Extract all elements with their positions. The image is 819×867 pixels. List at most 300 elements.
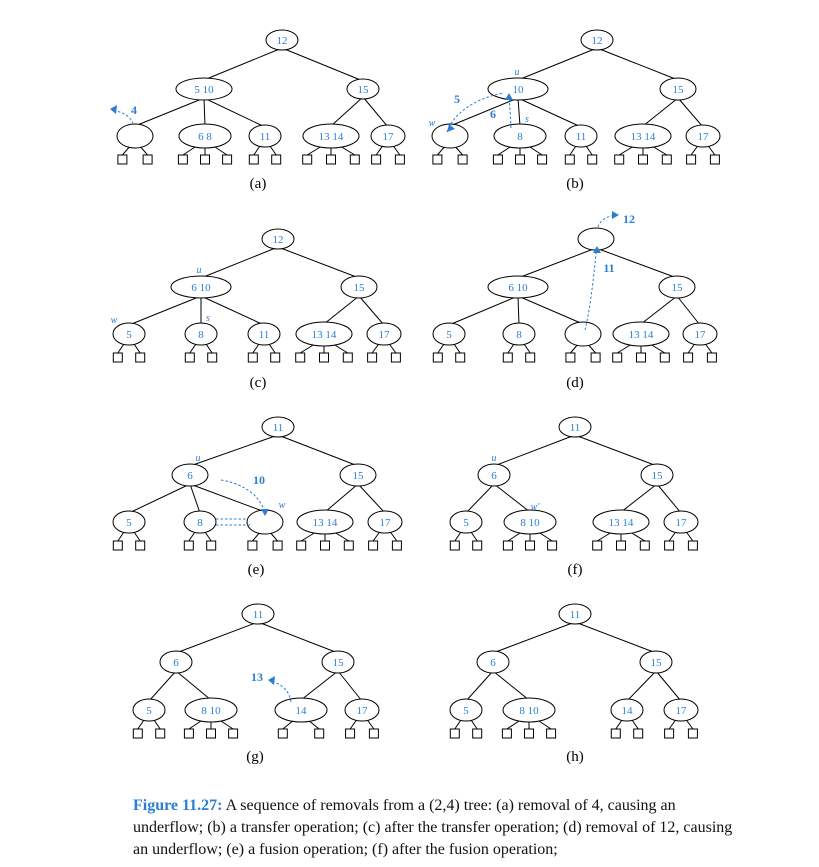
tree-edge	[331, 97, 363, 126]
node-keys: 17	[378, 329, 390, 341]
leaf-edge	[183, 147, 195, 155]
external-leaf	[207, 541, 216, 550]
node-keys: 5	[463, 705, 469, 717]
leaf-edge	[301, 533, 314, 541]
node-keys: 17	[675, 705, 687, 717]
node-keys: 6 10	[191, 282, 211, 294]
external-leaf	[207, 729, 216, 738]
tree-node	[578, 228, 614, 250]
external-leaf	[593, 541, 602, 550]
leaf-edge	[589, 345, 596, 353]
tree-edge	[204, 98, 205, 126]
node-keys: 17	[356, 705, 368, 717]
external-leaf	[665, 729, 674, 738]
external-leaf	[516, 155, 525, 164]
node-keys: 8	[516, 329, 522, 341]
leaf-edge	[669, 720, 676, 729]
panel-label: (e)	[247, 562, 265, 578]
external-leaf	[178, 155, 187, 164]
leaf-edge	[471, 720, 477, 729]
leaf-edge	[688, 344, 695, 353]
leaf-edge	[471, 532, 477, 541]
leaf-edge	[221, 721, 233, 729]
tree-panel-g	[133, 604, 379, 765]
leaf-edge	[134, 532, 140, 541]
leaf-edge	[530, 147, 542, 155]
external-leaf	[136, 541, 145, 550]
node-keys: 15	[352, 470, 364, 482]
external-leaf	[433, 155, 442, 164]
external-leaf	[473, 541, 482, 550]
panel-label: (h)	[566, 749, 584, 765]
node-keys: 6 8	[198, 131, 212, 143]
leaf-edge	[586, 146, 592, 155]
node-keys: 17	[697, 131, 709, 143]
tree-edge	[656, 671, 681, 701]
tree-edge	[129, 484, 190, 513]
leaf-edge	[342, 147, 355, 155]
leaf-edge	[215, 147, 227, 155]
leaf-edge	[141, 147, 148, 155]
tree-edge	[129, 296, 201, 325]
node-keys: 11	[272, 422, 284, 434]
tree-edge	[258, 622, 338, 653]
node-keys: 15	[357, 84, 369, 96]
leaf-edge	[189, 532, 195, 541]
tree-edge	[518, 296, 519, 325]
leaf-edge	[335, 345, 348, 353]
tree-edge	[657, 484, 681, 513]
node-keys: 14	[621, 705, 633, 717]
external-leaf	[271, 353, 280, 362]
movement-arrow	[585, 246, 597, 330]
node-keys: 11	[569, 609, 581, 621]
node-keys: 15	[651, 470, 663, 482]
tree-edge	[176, 671, 211, 700]
leaf-edge	[118, 344, 124, 353]
caption-text: A sequence of removals from a (2,4) tree: (a) removal of 4, causing an underflow; (b) a transfer operation; (c) after the transfer operation; (d) removal of 12, causing an underflow; (e) a fusion operation; (f) after the fusion operation;	[133, 797, 733, 858]
external-leaf	[208, 353, 217, 362]
tree-edge	[149, 671, 176, 701]
leaf-edge	[206, 344, 212, 353]
movement-arrow	[216, 519, 250, 525]
external-leaf	[640, 541, 649, 550]
leaf-edge	[455, 532, 461, 541]
node-keys: 17	[675, 517, 687, 529]
tree-edge	[135, 98, 204, 126]
leaf-edge	[372, 344, 379, 353]
external-leaf	[369, 541, 378, 550]
external-leaf	[473, 729, 482, 738]
arrow-head	[268, 676, 275, 685]
leaf-edge	[367, 720, 374, 729]
tree-node	[117, 124, 153, 148]
node-keys: 11	[569, 422, 581, 434]
external-leaf	[391, 353, 400, 362]
tree-panel-h	[450, 604, 698, 765]
external-leaf	[395, 155, 404, 164]
external-leaf	[184, 729, 193, 738]
leaf-edge	[632, 720, 638, 729]
node-keys: 5	[126, 329, 132, 341]
node-keys: 13 14	[312, 517, 338, 529]
node-variable-label: u	[491, 453, 497, 464]
leaf-edge	[654, 147, 667, 155]
external-leaf	[637, 353, 646, 362]
external-leaf	[660, 353, 669, 362]
external-leaf	[687, 155, 696, 164]
tree-edge	[190, 484, 200, 513]
leaf-edge	[309, 721, 319, 729]
node-keys: 13 14	[628, 329, 654, 341]
tree-node	[565, 322, 601, 346]
node-keys: 6	[187, 470, 193, 482]
tree-edge	[575, 435, 657, 466]
tree-edge	[204, 98, 265, 127]
leaf-edge	[336, 533, 349, 541]
panel-label: (g)	[246, 749, 264, 765]
external-leaf	[320, 353, 329, 362]
leaf-edge	[539, 721, 551, 729]
moved-key-label: 6	[490, 107, 496, 121]
tree-edge	[621, 484, 657, 512]
external-leaf	[611, 729, 620, 738]
leaf-edge	[271, 533, 278, 541]
tree-edge	[518, 296, 583, 324]
external-leaf	[456, 353, 465, 362]
external-leaf	[368, 353, 377, 362]
tree-edge	[518, 98, 520, 126]
external-leaf	[392, 541, 401, 550]
leaf-edge	[154, 720, 160, 729]
tree-edge	[325, 484, 358, 512]
leaf-edge	[252, 533, 259, 541]
external-leaf	[526, 541, 535, 550]
tree-edge	[201, 296, 264, 325]
tree-edge	[190, 484, 265, 512]
external-leaf	[617, 541, 626, 550]
node-variable-label: u	[196, 265, 202, 276]
leaf-edge	[524, 344, 530, 353]
arrow-head	[110, 105, 117, 114]
node-keys: 13 14	[311, 329, 337, 341]
leaf-edge	[508, 344, 514, 353]
node-keys: 10	[512, 84, 524, 96]
external-leaf	[525, 729, 534, 738]
tree-edge	[491, 435, 575, 466]
leaf-edge	[205, 532, 211, 541]
external-leaf	[613, 353, 622, 362]
leaf-edge	[632, 533, 645, 541]
external-leaf	[223, 155, 232, 164]
tree-panel-f	[450, 417, 698, 578]
external-leaf	[493, 155, 502, 164]
panel-label: (c)	[249, 375, 267, 391]
external-leaf	[372, 155, 381, 164]
external-leaf	[547, 729, 556, 738]
external-leaf	[249, 155, 258, 164]
external-leaf	[343, 353, 352, 362]
external-leaf	[662, 155, 671, 164]
panel-label: (b)	[566, 176, 584, 192]
leaf-edge	[189, 721, 201, 729]
caption-label: Figure 11.27:	[133, 797, 223, 814]
external-leaf	[113, 541, 122, 550]
external-leaf	[684, 353, 693, 362]
node-keys: 6 10	[508, 282, 528, 294]
external-leaf	[296, 353, 305, 362]
external-leaf	[639, 155, 648, 164]
moved-key-label: 4	[131, 103, 137, 117]
leaf-edge	[570, 146, 576, 155]
leaf-edge	[570, 345, 577, 353]
tree-edge	[358, 484, 385, 513]
external-leaf	[229, 729, 238, 738]
leaf-edge	[686, 532, 693, 541]
external-leaf	[591, 353, 600, 362]
external-leaf	[136, 353, 145, 362]
tree-edge	[466, 671, 493, 701]
tree-edge	[201, 247, 278, 278]
leaf-edge	[253, 344, 259, 353]
node-variable-label: w	[110, 315, 118, 326]
tree-edge	[597, 48, 678, 80]
node-variable-label: s	[206, 313, 210, 324]
leaf-edge	[616, 720, 622, 729]
leaf-edge	[456, 147, 463, 155]
external-leaf	[272, 155, 281, 164]
leaf-edge	[455, 720, 461, 729]
node-keys: 12	[276, 35, 288, 47]
tree-edge	[359, 296, 384, 325]
external-leaf	[688, 729, 697, 738]
leaf-edge	[376, 146, 383, 155]
node-keys: 8 10	[201, 705, 221, 717]
external-leaf	[450, 541, 459, 550]
tree-edge	[575, 622, 656, 653]
leaf-edge	[138, 720, 144, 729]
external-leaf	[297, 541, 306, 550]
node-variable-label: u	[514, 67, 520, 78]
tree-edge	[324, 296, 359, 324]
node-keys: 13 14	[608, 517, 634, 529]
tree-edge	[278, 435, 358, 466]
leaf-edge	[617, 345, 630, 353]
tree-edge	[493, 671, 529, 700]
tree-panel-b	[429, 30, 720, 192]
node-keys: 13 14	[630, 131, 656, 143]
tree-edge	[282, 48, 363, 81]
external-leaf	[321, 541, 330, 550]
tree-panel-e	[113, 417, 402, 578]
tree-edge	[204, 48, 282, 80]
tree-edge	[363, 97, 388, 127]
node-keys: 12	[591, 35, 603, 47]
leaf-edge	[686, 720, 693, 729]
leaf-edge	[269, 344, 275, 353]
moved-key-label: 13	[251, 670, 263, 684]
external-leaf	[303, 155, 312, 164]
node-keys: 5	[126, 517, 132, 529]
external-leaf	[566, 353, 575, 362]
leaf-edge	[507, 721, 519, 729]
node-keys: 8	[198, 329, 204, 341]
external-leaf	[118, 155, 127, 164]
tree-edge	[278, 247, 359, 278]
external-leaf	[273, 541, 282, 550]
external-leaf	[688, 541, 697, 550]
leaf-edge	[437, 147, 444, 155]
tree-edge	[677, 296, 700, 325]
external-leaf	[526, 353, 535, 362]
panel-label: (a)	[249, 176, 267, 192]
external-leaf	[278, 729, 287, 738]
external-leaf	[538, 155, 547, 164]
external-leaf	[248, 541, 257, 550]
external-leaf	[450, 729, 459, 738]
tree-edge	[627, 671, 656, 701]
node-keys: 5	[146, 705, 152, 717]
leaf-edge	[118, 532, 124, 541]
node-variable-label: w	[428, 118, 436, 129]
leaf-edge	[350, 720, 357, 729]
external-leaf	[458, 155, 467, 164]
external-leaf	[502, 729, 511, 738]
moved-key-label: 11	[603, 261, 615, 275]
external-leaf	[615, 155, 624, 164]
leaf-edge	[540, 533, 552, 541]
tree-edge	[450, 98, 518, 126]
arrow-head	[612, 211, 619, 219]
leaf-edge	[619, 147, 632, 155]
leaf-edge	[190, 344, 196, 353]
node-keys: 15	[672, 84, 684, 96]
external-leaf	[707, 353, 716, 362]
node-keys: 17	[382, 131, 394, 143]
external-leaf	[503, 541, 512, 550]
leaf-edge	[254, 146, 260, 155]
node-keys: 11	[258, 329, 270, 341]
external-leaf	[548, 541, 557, 550]
external-leaf	[185, 353, 194, 362]
node-keys: 8 10	[519, 705, 539, 717]
leaf-edge	[390, 532, 397, 541]
external-leaf	[344, 541, 353, 550]
panel-label: (d)	[566, 375, 584, 391]
leaf-edge	[454, 344, 460, 353]
tree-edge	[176, 622, 258, 653]
node-keys: 12	[272, 234, 284, 246]
tree-edge	[338, 671, 362, 701]
leaf-edge	[373, 532, 380, 541]
tree-edge	[678, 98, 703, 127]
node-keys: 13 14	[318, 131, 344, 143]
moved-key-label: 5	[454, 92, 460, 106]
external-leaf	[248, 353, 257, 362]
external-leaf	[710, 155, 719, 164]
node-keys: 6	[173, 657, 179, 669]
external-leaf	[143, 155, 152, 164]
tree-edge	[518, 48, 597, 80]
node-variable-label: w	[278, 500, 286, 511]
external-leaf	[113, 353, 122, 362]
node-keys: 5	[446, 329, 452, 341]
node-keys: 15	[332, 657, 344, 669]
external-leaf	[634, 729, 643, 738]
tree-edge	[641, 296, 677, 324]
leaf-edge	[134, 344, 140, 353]
leaf-edge	[708, 146, 715, 155]
node-keys: 11	[259, 131, 271, 143]
figure-caption	[133, 795, 743, 861]
external-leaf	[156, 729, 165, 738]
tree-edge	[494, 484, 530, 512]
node-keys: 6	[490, 657, 496, 669]
leaf-edge	[508, 533, 520, 541]
panel-label: (f)	[567, 562, 583, 578]
external-leaf	[346, 729, 355, 738]
node-keys: 15	[353, 282, 365, 294]
tree-edge	[518, 248, 596, 278]
moved-key-label: 12	[623, 212, 635, 226]
leaf-edge	[669, 532, 676, 541]
leaf-edge	[307, 147, 320, 155]
tree-panel-a	[110, 30, 405, 192]
node-keys: 17	[694, 329, 706, 341]
leaf-edge	[691, 146, 698, 155]
tree-edge	[643, 98, 678, 126]
leaf-edge	[122, 147, 129, 155]
node-keys: 8	[517, 131, 523, 143]
node-keys: 11	[252, 609, 264, 621]
leaf-edge	[393, 146, 400, 155]
tree-panel-d	[433, 211, 717, 391]
node-keys: 15	[650, 657, 662, 669]
tree-panel-c	[111, 229, 401, 391]
node-keys: 15	[671, 282, 683, 294]
external-leaf	[503, 353, 512, 362]
external-leaf	[665, 541, 674, 550]
external-leaf	[133, 729, 142, 738]
tree-edge	[449, 296, 518, 325]
tree-edge	[301, 671, 338, 700]
node-keys: 14	[295, 705, 307, 717]
external-leaf	[327, 155, 336, 164]
leaf-edge	[597, 533, 610, 541]
external-leaf	[315, 729, 324, 738]
node-variable-label: u	[195, 453, 201, 464]
leaf-edge	[498, 147, 510, 155]
external-leaf	[184, 541, 193, 550]
leaf-edge	[438, 344, 444, 353]
external-leaf	[565, 155, 574, 164]
leaf-edge	[705, 344, 712, 353]
tree-edge	[466, 484, 494, 513]
node-keys: 5	[463, 517, 469, 529]
moved-key-label: 10	[253, 473, 265, 487]
tree-edge	[493, 622, 575, 653]
node-keys: 6	[491, 470, 497, 482]
leaf-edge	[300, 345, 313, 353]
node-variable-label: w′	[530, 502, 540, 513]
node-keys: 11	[575, 131, 587, 143]
tree-edge	[190, 435, 278, 466]
node-keys: 17	[379, 517, 391, 529]
node-variable-label: s	[525, 114, 529, 125]
leaf-edge	[652, 345, 665, 353]
external-leaf	[369, 729, 378, 738]
external-leaf	[350, 155, 359, 164]
